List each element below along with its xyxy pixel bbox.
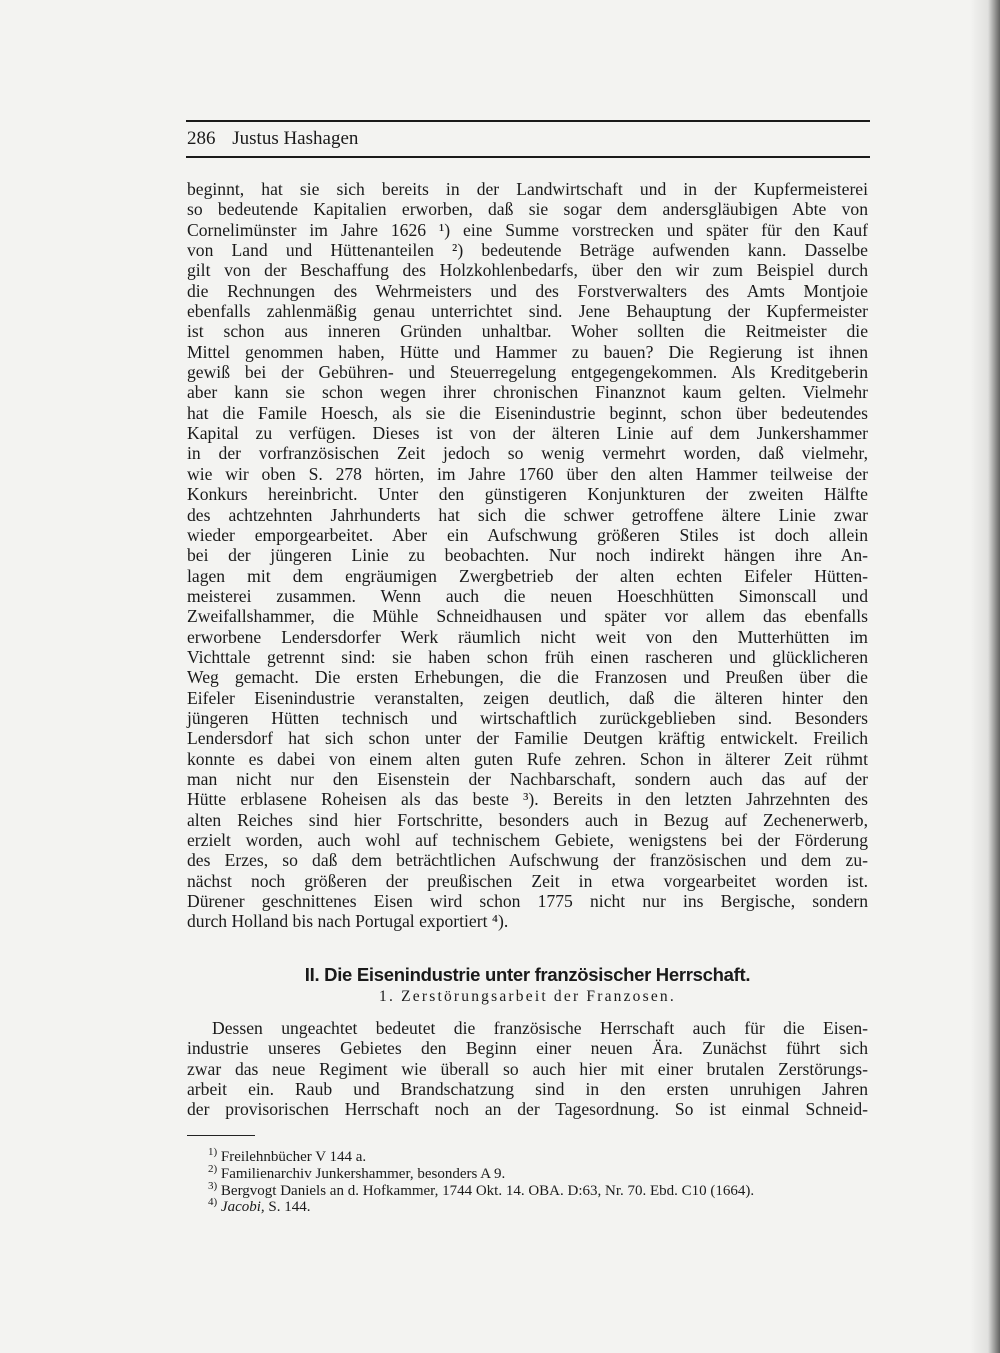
section-body-text: [187, 1018, 868, 1120]
body-text: [187, 179, 868, 932]
text-line: Konkurs hereinbricht. Unter den günstigeren Konjunkturen der zweiten Hälfte: [187, 484, 868, 505]
running-header: [187, 128, 358, 150]
footnote-number: 2): [208, 1162, 218, 1175]
text-line: des Erzes, so daß dem beträchtlichen Aufschwung der französischen und dem zu-: [187, 850, 868, 871]
text-line: Vichttale getrennt sind: sie haben schon früh einen rascheren und glücklicheren: [187, 646, 868, 667]
text-line: Eifeler Eisenindustrie veranstalten, zeigen deutlich, daß die älteren hinter den: [187, 687, 868, 708]
scan-edge-shadow: [970, 0, 1000, 1353]
text-line: erworbene Lendersdorfer Werk räumlich nicht weit von den Mutterhütten im: [187, 626, 868, 647]
section-heading: II. Die Eisenindustrie unter französischer Herrschaft.: [304, 964, 751, 985]
footnote: [208, 1196, 754, 1216]
subsection-heading: 1. Zerstörungsarbeit der Franzosen.: [379, 988, 676, 1005]
text-line: durch Holland bis nach Portugal exportiert ⁴).: [187, 911, 509, 932]
header-bottom-rule: [186, 156, 870, 158]
text-line: man nicht nur den Eisenstein der Nachbarschaft, sondern auch das auf der: [187, 768, 868, 789]
footnote-rule: [187, 1135, 255, 1136]
text-line: beginnt, hat sie sich bereits in der Landwirtschaft und in der Kupfermeisterei: [187, 179, 868, 199]
text-line: so bedeutende Kapitalien erworben, daß sie sogar dem andersgläubigen Abte von: [187, 199, 868, 220]
text-line: gilt von der Beschaffung des Holzkohlenbedarfs, über den wir zum Beispiel durch: [187, 260, 868, 281]
text-line: bei der jüngeren Linie zu beobachten. Nur noch indirekt hängen ihre An-: [187, 545, 868, 566]
running-head-author: Justus Hashagen: [232, 128, 359, 149]
footnote-text: Familienarchiv Junkershammer, besonders A 9.: [220, 1165, 506, 1182]
text-line: alten Reiches sind hier Fortschritte, besonders auch in Bezug auf Zechenerwerb,: [187, 809, 868, 830]
footnote: [208, 1179, 755, 1200]
text-line: Dürener geschnittenes Eisen wird schon 1775 nicht nur ins Bergische, sondern: [187, 891, 868, 912]
footnote-author: Jacobi,: [220, 1199, 265, 1216]
text-line: nächst noch größeren der preußischen Zeit in etwa vorgearbeitet worden ist.: [187, 870, 868, 891]
text-line: der provisorischen Herrschaft noch an der Tagesordnung. So ist einmal Schneid-: [187, 1099, 868, 1120]
text-line: hat die Famile Hoesch, als sie die Eisenindustrie beginnt, schon über bedeutendes: [187, 402, 868, 423]
text-line: ist schon aus inneren Gründen unhaltbar. Woher sollten die Reitmeister die: [187, 321, 868, 342]
text-line: ebenfalls zahlenmäßig genau unterrichtet sind. Jene Behauptung der Kupfermeister: [187, 301, 868, 322]
text-line: arbeit ein. Raub und Brandschatzung sind in den ersten unruhigen Jahren: [187, 1079, 868, 1100]
text-line: zwar das neue Regiment wie überall so auch hier mit einer brutalen Zerstörungs-: [187, 1058, 868, 1079]
footnote-text: Bergvogt Daniels an d. Hofkammer, 1744 Okt. 14. OBA. D:63, Nr. 70. Ebd. C10 (1664).: [220, 1182, 755, 1199]
text-line: Hütte erblasene Roheisen als das beste ³). Bereits in den letzten Jahrzehnten des: [187, 789, 868, 810]
header-top-rule: [186, 120, 870, 122]
text-line: gewiß bei der Gebühren- und Steuerregelung entgegengekommen. Als Kreditgeberin: [187, 362, 868, 383]
text-line: des achtzehnten Jahrhunderts hat sich die schwer getroffene ältere Linie zwar: [187, 504, 868, 525]
text-line: meisterei zusammen. Wenn auch die neuen Hoeschhütten Simonscall und: [187, 585, 868, 606]
footnote: [208, 1146, 754, 1166]
footnote-number: 4): [208, 1196, 218, 1209]
page-number: 286: [187, 128, 216, 149]
footnote-text: Freilehnbücher V 144 a.: [220, 1149, 367, 1165]
text-line: lagen mit dem engräumigen Zwergbetrieb der alten echten Eifeler Hütten-: [187, 565, 868, 586]
footnote-text: S. 144.: [264, 1199, 311, 1216]
text-line: aber kann sie schon wegen ihrer chronischen Finanznot kaum gelten. Vielmehr: [187, 382, 868, 403]
footnote-number: 1): [208, 1146, 218, 1158]
text-line: Weg gemacht. Die ersten Erhebungen, die die Franzosen und Preußen über die: [187, 667, 868, 688]
text-line: wie wir oben S. 278 hörten, im Jahre 1760 über den alten Hammer teilweise der: [187, 463, 868, 484]
text-line: erzielt worden, auch wohl auf technischem Gebiete, wenigstens bei der Förderung: [187, 830, 868, 850]
text-line: in der vorfranzösischen Zeit jedoch so wenig vermehrt worden, daß vielmehr,: [187, 443, 868, 464]
text-line: die Rechnungen des Wehrmeisters und des Forstverwalters des Amts Montjoie: [187, 280, 868, 301]
text-line: Dessen ungeachtet bedeutet die französische Herrschaft auch für die Eisen-: [212, 1018, 868, 1038]
text-line: Zweifallshammer, die Mühle Schneidhausen und später vor allem das ebenfalls: [187, 606, 868, 627]
text-line: von Land und Hüttenanteilen ²) bedeutende Beträge aufwenden kann. Dasselbe: [187, 240, 868, 261]
text-line: Lendersdorf hat sich schon unter der Familie Deutgen kräftig entwickelt. Freilich: [187, 728, 868, 749]
text-line: jüngeren Hütten technisch und wirtschaftlich zurückgeblieben sind. Besonders: [187, 707, 868, 728]
text-line: Cornelimünster im Jahre 1626 ¹) eine Summe vorstrecken und später für den Kauf: [187, 219, 868, 240]
footnotes: [208, 1146, 755, 1216]
text-line: wieder emporgearbeitet. Aber ein Aufschwung größeren Stiles ist doch allein: [187, 524, 868, 545]
footnote-number: 3): [208, 1179, 218, 1192]
text-line: Kapital zu verfügen. Dieses ist von der älteren Linie auf dem Junkershammer: [187, 423, 868, 444]
text-line: industrie unseres Gebietes den Beginn einer neuen Ära. Zunächst führt sich: [187, 1038, 868, 1059]
text-line: konnte es dabei von einem alten guten Rufe zehren. Schon in älterer Zeit rühmt: [187, 748, 868, 769]
footnote: [208, 1162, 754, 1183]
text-line: Mittel genommen haben, Hütte und Hammer zu bauen? Die Regierung ist ihnen: [187, 341, 868, 362]
